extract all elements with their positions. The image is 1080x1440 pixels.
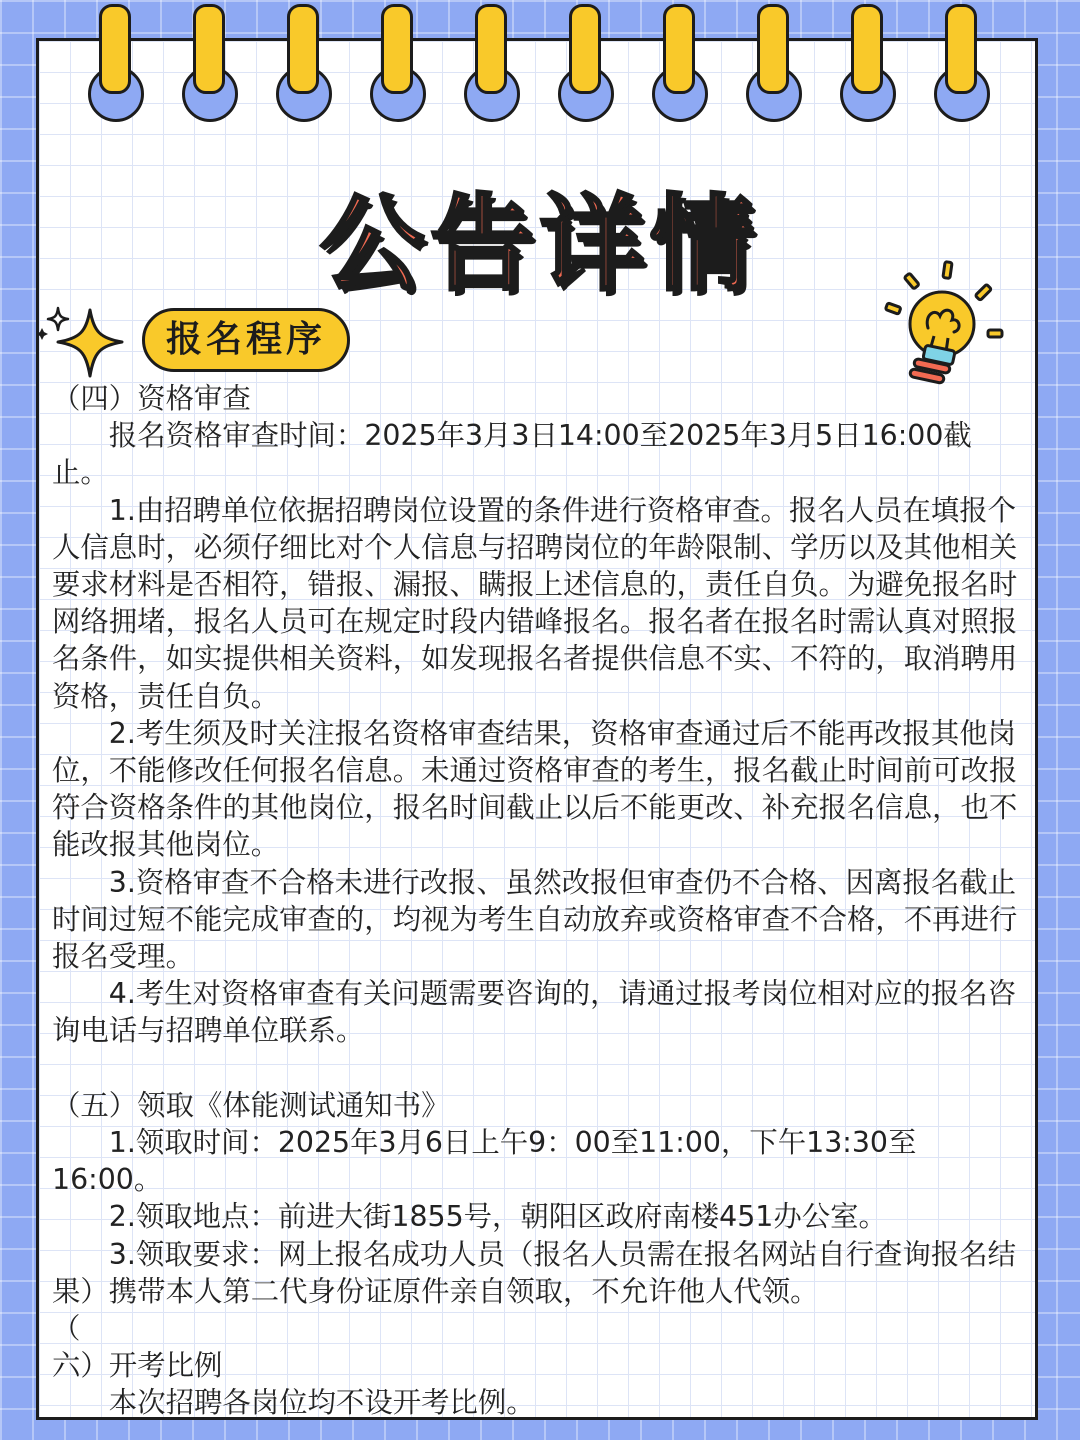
announcement-body [52,380,1024,1422]
section-5-item: 3.领取要求：网上报名成功人员（报名人员需在报名网站自行查询报名结果）携带本人第二代身份证原件亲自领取，不允许他人代领。 [52,1237,1016,1308]
section-4-item: 1.由招聘单位依据招聘岗位设置的条件进行资格审查。报名人员在填报个人信息时，必须仔细比对个人信息与招聘岗位的年龄限制、学历以及其他相关要求材料是否相符，错报、漏报、瞒报上述信息的，责任自负。为避免报名时网络拥堵，报名人员可在规定时段内错峰报名。报名者在报名时需认真对照报名条件，如实提供相关资料，如发现报名者提供信息不实、不符的，取消聘用资格，责任自负。 [52,493,1018,713]
section-6-heading: 六）开考比例 [52,1349,223,1383]
lightbulb-icon [884,258,1004,388]
section-6-heading-open: （ [52,1312,81,1346]
section-4-heading: （四）资格审查 [52,382,251,415]
section-4-intro: 报名资格审查时间：2025年3月3日14:00至2025年3月5日16:00截止。 [52,419,972,490]
section-badge: 报名程序 [142,308,350,372]
section-4-item: 2.考生须及时关注报名资格审查结果，资格审查通过后不能再改报其他岗位，不能修改任何报名信息。未通过资格审查的考生，报名截止时间前可改报符合资格条件的其他岗位，报名时间截止以后不能更改、补充报名信息，也不能改报其他岗位。 [52,716,1018,862]
sparkle-icon [34,304,134,384]
section-4-item: 3.资格审查不合格未进行改报、虽然改报但审查仍不合格、因离报名截止时间过短不能完成审查的，均视为考生自动放弃或资格审查不合格，不再进行报名受理。 [52,865,1018,974]
section-6-body: 本次招聘各岗位均不设开考比例。 [108,1386,535,1420]
section-5-item: 1.领取时间：2025年3月6日上午9：00至11:00，下午13:30至16:00。 [52,1126,917,1197]
spacer [52,1050,1024,1087]
section-5-heading: （五）领取《体能测试通知书》 [52,1088,450,1122]
section-4-item: 4.考生对资格审查有关问题需要咨询的，请通过报考岗位相对应的报名咨询电话与招聘单位联系。 [52,977,1016,1048]
section-5-item: 2.领取地点：前进大街1855号，朝阳区政府南楼451办公室。 [108,1200,887,1234]
page-title: 公告详情 [319,183,760,305]
